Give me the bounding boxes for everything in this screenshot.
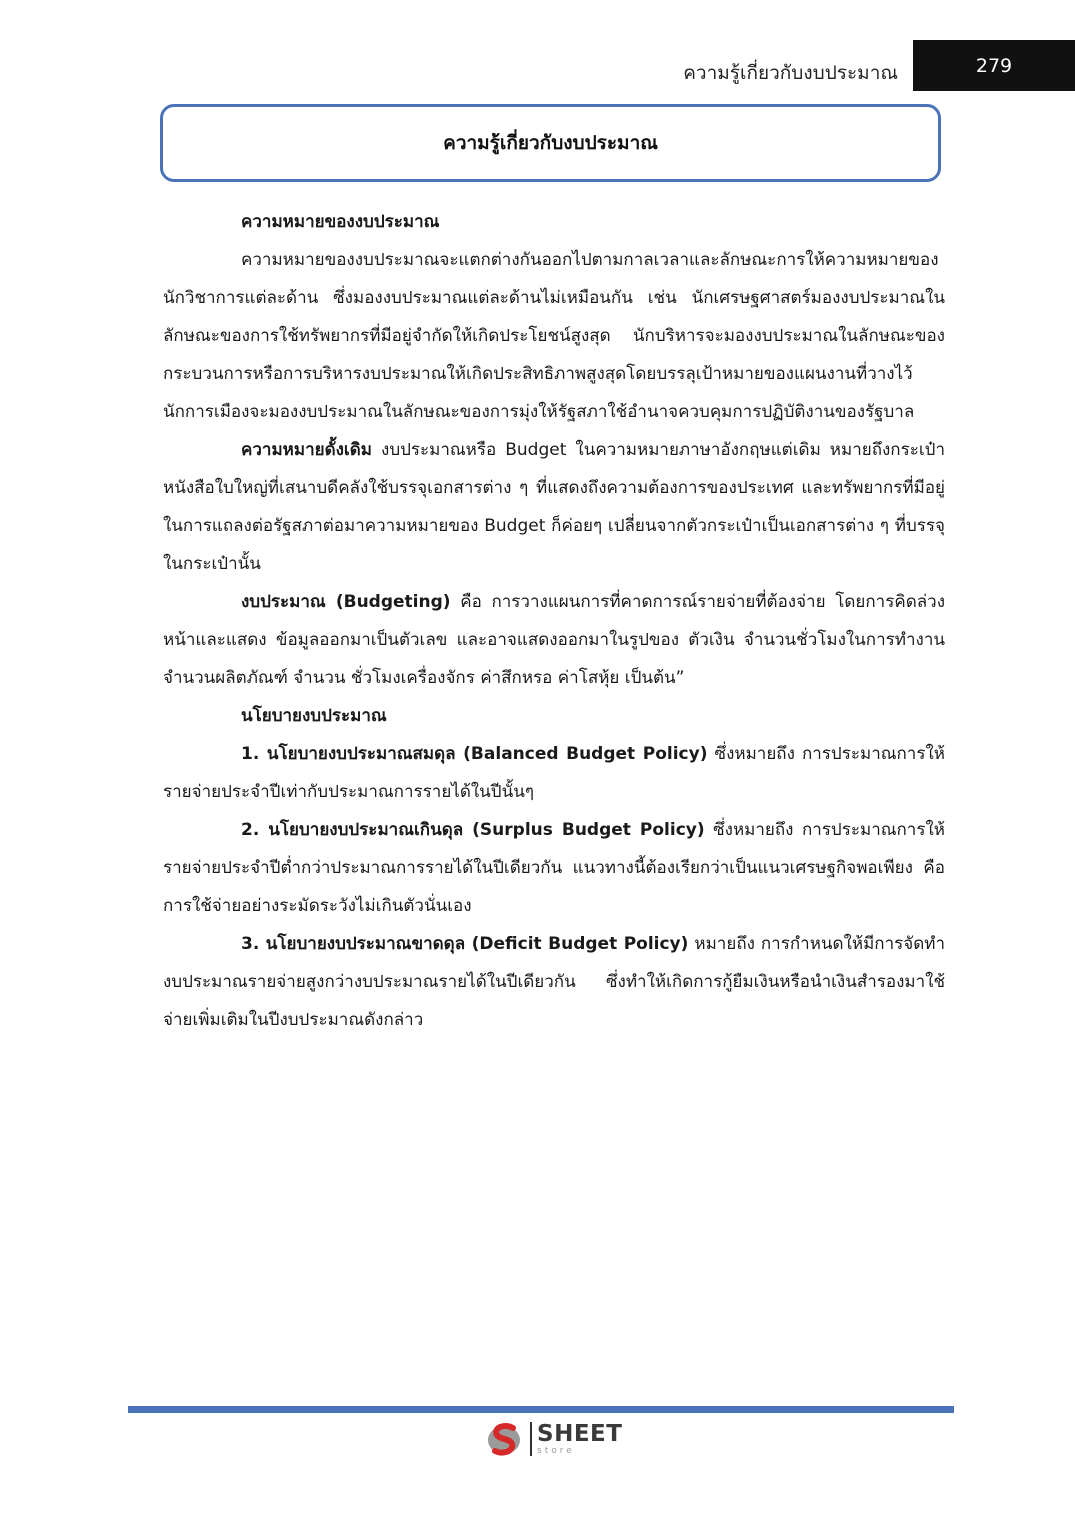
term-budgeting: งบประมาณ (Budgeting) xyxy=(241,592,451,612)
paragraph-policy-deficit xyxy=(163,925,945,1039)
term-policy-surplus: 2. นโยบายงบประมาณเกินดุล (Surplus Budget Policy) xyxy=(241,820,705,840)
chapter-title: ความรู้เกี่ยวกับงบประมาณ xyxy=(443,132,658,154)
paragraph-meaning: ความหมายของงบประมาณจะแตกต่างกันออกไปตามกาลเวลาและลักษณะการให้ความหมายของนักวิชาการแต่ละด้าน ซึ่งมองงบประมาณแต่ละด้านไม่เหมือนกัน เช่น นักเศรษฐศาสตร์มองงบประมาณในลักษณะของการใช้ทรัพยากรที่มีอยู่จำกัดให้เกิดประโยชน์สูงสุด นักบริหารจะมองงบประมาณในลักษณะของกระบวนการหรือการบริหารงบประมาณให้เกิดประสิทธิภาพสูงสุดโดยบรรลุเป้าหมายของแผนงานที่วางไว้นักการเมืองจะมองงบประมาณในลักษณะของการมุ่งให้รัฐสภาใช้อำนาจควบคุมการปฏิบัติงานของรัฐบาล xyxy=(163,250,945,422)
logo-word: SHEET xyxy=(537,1420,623,1447)
body-budgeting: คือ การวางแผนการที่คาดการณ์รายจ่ายที่ต้องจ่าย โดยการคิดล่วงหน้าและแสดง ข้อมูลออกมาเป็นตัวเลข และอาจแสดงออกมาในรูปของ ตัวเงิน จำนวนชั่วโมงในการทำงาน จำนวนผลิตภัณฑ์ จำนวน ชั่วโมงเครื่องจักร ค่าสึกหรอ ค่าโสหุ้ย เป็นต้น” xyxy=(163,592,945,688)
logo-subtext: store xyxy=(537,1445,575,1456)
body-policy-balanced: ซึ่งหมายถึง การประมาณการให้รายจ่ายประจำปีเท่ากับประมาณการรายได้ในปีนั้นๆ xyxy=(163,744,945,802)
footer-divider xyxy=(128,1406,954,1413)
term-traditional: ความหมายดั้งเดิม xyxy=(241,440,372,460)
paragraph-budgeting xyxy=(163,583,945,697)
term-policy-balanced: 1. นโยบายงบประมาณสมดุล (Balanced Budget Policy) xyxy=(241,744,708,764)
section-heading-meaning: ความหมายของงบประมาณ xyxy=(241,212,440,232)
page-header-title: ความรู้เกี่ยวกับงบประมาณ xyxy=(683,62,898,84)
paragraph-traditional xyxy=(163,431,945,583)
chapter-title-box xyxy=(160,104,941,182)
body-policy-deficit: หมายถึง การกำหนดให้มีการจัดทำงบประมาณรายจ่ายสูงกว่างบประมาณรายได้ในปีเดียวกัน ซึ่งทำให้เกิดการกู้ยืมเงินหรือนำเงินสำรองมาใช้จ่ายเพิ่มเติมในปีงบประมาณดังกล่าว xyxy=(163,934,945,1030)
paragraph-policy-surplus xyxy=(163,811,945,925)
term-policy-deficit: 3. นโยบายงบประมาณขาดดุล (Deficit Budget Policy) xyxy=(241,934,689,954)
logo-text xyxy=(537,1420,623,1456)
section-heading-policy: นโยบายงบประมาณ xyxy=(241,706,387,726)
body-policy-surplus: ซึ่งหมายถึง การประมาณการให้รายจ่ายประจำปีต่ำกว่าประมาณการรายได้ในปีเดียวกัน แนวทางนี้ต้องเรียกว่าเป็นแนวเศรษฐกิจพอเพียง คือ การใช้จ่ายอย่างระมัดระวังไม่เกินตัวนั่นเอง xyxy=(163,820,945,916)
main-content xyxy=(163,203,945,1039)
paragraph-policy-balanced xyxy=(163,735,945,811)
logo-divider xyxy=(530,1422,532,1456)
sheet-store-logo-icon xyxy=(486,1419,526,1459)
page-number-box xyxy=(913,40,1075,91)
body-traditional: งบประมาณหรือ Budget ในความหมายภาษาอังกฤษแต่เดิม หมายถึงกระเป๋าหนังสือใบใหญ่ที่เสนาบดีคลังใช้บรรจุเอกสารต่าง ๆ ที่แสดงถึงความต้องการของประเทศ และทรัพยากรที่มีอยู่ในการแถลงต่อรัฐสภาต่อมาความหมายของ Budget ก็ค่อยๆ เปลี่ยนจากตัวกระเป๋าเป็นเอกสารต่าง ๆ ที่บรรจุในกระเป๋านั้น xyxy=(163,440,945,574)
footer-logo xyxy=(486,1418,622,1460)
page-number: 279 xyxy=(975,54,1013,77)
